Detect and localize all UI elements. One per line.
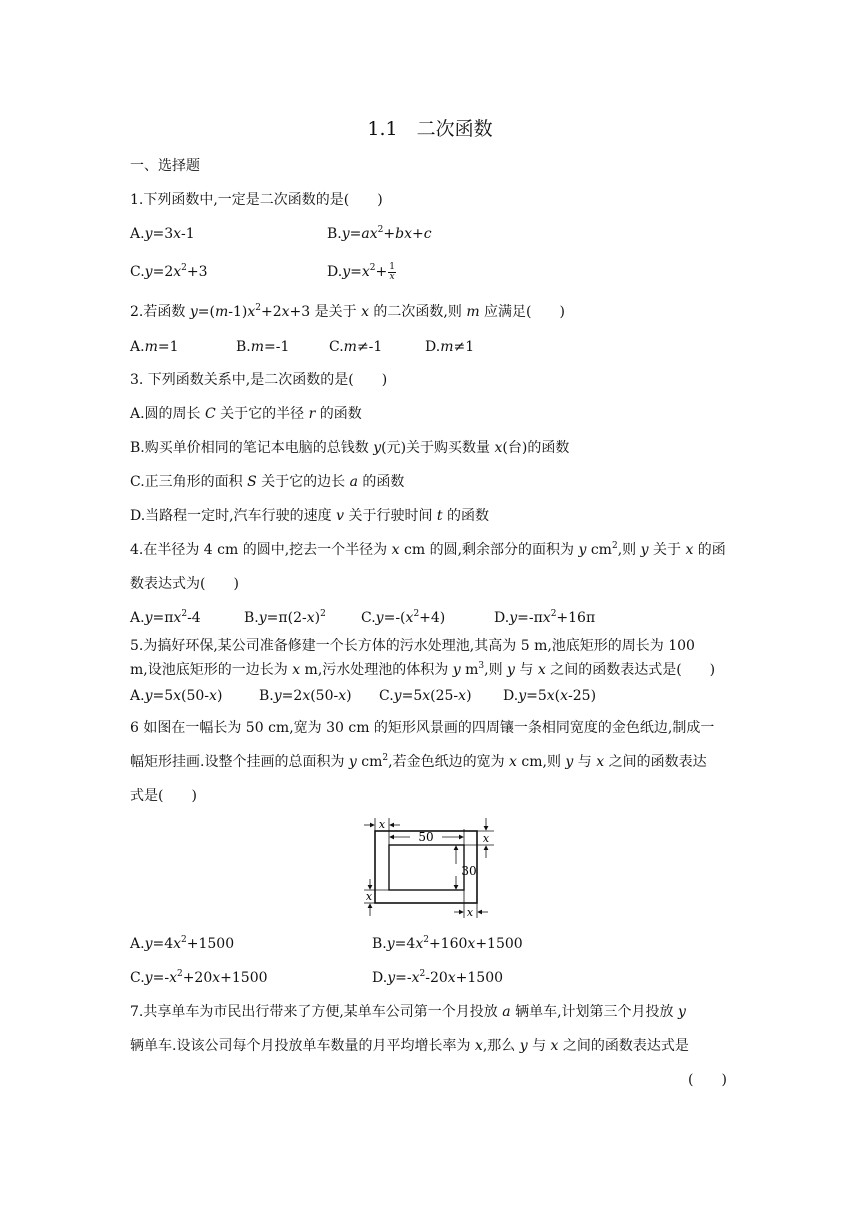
q7-stem-line2: 辆单车.设该公司每个月投放单车数量的月平均增长率为 x,那么 y 与 x 之间的函数表达式是 <box>130 1038 689 1054</box>
q6-option-d: $D.y=-x^2-20x+1500$ <box>372 969 504 986</box>
q5-option-c: C.y=5x(25-x) <box>379 688 472 704</box>
q4-option-b: $B.y=\pi(2-x)^2$ <box>244 609 326 626</box>
q7-stem-line1: 7.共享单车为市民出行带来了方便,某单车公司第一个月投放 a 辆单车,计划第三个月投放 y <box>130 1004 686 1020</box>
q6-option-a: $A.y=4x^2+1500$ <box>130 935 235 952</box>
inner-rectangle <box>389 845 464 890</box>
q3-option-b: B.购买单价相同的笔记本电脑的总钱数 y(元)关于购买数量 x(台)的函数 <box>130 440 570 456</box>
q1-option-b: $B.y=ax^2+bx+c$ <box>327 225 432 242</box>
q6-frame-diagram <box>360 812 500 920</box>
q3-option-d: D.当路程一定时,汽车行驶的速度 v 关于行驶时间 t 的函数 <box>130 508 489 524</box>
q1-option-d: $D.y=x^2+$ $\frac{1}{x}$ <box>327 261 395 282</box>
border-x-label-top: x <box>378 818 386 831</box>
border-x-label-right: x <box>482 832 490 845</box>
q6-option-c: $C.y=-x^2+20x+1500$ <box>130 969 268 986</box>
q3-stem: 3. 下列函数关系中,是二次函数的是( ) <box>130 372 388 388</box>
q4-stem-line1: 4.在半径为 4 cm 的圆中,挖去一个半径为 x cm 的圆,剩余部分的面积为 y $cm^2$,则 y 关于 x 的函 <box>130 541 726 558</box>
q2-option-c: C.m≠-1 <box>329 339 383 355</box>
q4-option-c: $C.y=-(x^2+4)$ <box>361 609 446 626</box>
q6-option-b: $B.y=4x^2+160x+1500$ <box>372 935 523 952</box>
q3-option-a: A.圆的周长 C 关于它的半径 r 的函数 <box>130 406 362 422</box>
q5-stem-line2: m,设池底矩形的一边长为 x m,污水处理池的体积为 y $m^3$,则 y 与 x 之间的函数表达式是( ) <box>130 661 716 678</box>
q1-option-c: $C.y=2x^2+3$ <box>130 263 208 280</box>
length-label-50: 50 <box>418 830 434 844</box>
q6-stem-line3: 式是( ) <box>130 788 197 804</box>
q4-option-d: $D.y=-\pi x^2+16\pi$ <box>494 609 596 626</box>
q5-stem-line1: 5.为搞好环保,某公司准备修建一个长方体的污水处理池,其高为 5 m,池底矩形的周长为 100 <box>130 638 695 654</box>
q2-option-a: A.m=1 <box>130 339 179 355</box>
q3-option-c: C.正三角形的面积 S 关于它的边长 a 的函数 <box>130 474 405 490</box>
q2-stem: 2.若函数 $y=(m-1)x^2+2x+3$ 是关于 x 的二次函数,则 m 应满足( ) <box>130 303 565 320</box>
q7-answer-paren: ( ) <box>688 1072 727 1088</box>
q1-stem: 1.下列函数中,一定是二次函数的是( ) <box>130 192 383 208</box>
q2-option-d: D.m≠1 <box>425 339 475 355</box>
page-title: 1.1 二次函数 <box>367 118 493 140</box>
q4-stem-line2: 数表达式为( ) <box>130 576 239 592</box>
q4-option-a: $A.y=\pi x^2-4$ <box>130 609 201 626</box>
q5-option-a: A.y=5x(50-x) <box>130 688 223 704</box>
border-x-label-left: x <box>365 890 373 903</box>
border-x-label-bottom: x <box>466 906 474 919</box>
q1-option-a: A.y=3x-1 <box>130 226 195 242</box>
q5-option-b: B.y=2x(50-x) <box>259 688 352 704</box>
section-heading: 一、选择题 <box>130 158 200 174</box>
q2-option-b: B.m=-1 <box>236 339 290 355</box>
width-label-30: 30 <box>461 864 477 878</box>
q5-option-d: D.y=5x(x-25) <box>503 688 597 704</box>
q6-stem-line2: 幅矩形挂画.设整个挂画的总面积为 y $cm^2$,若金色纸边的宽为 x cm,则 y 与 x 之间的函数表达 <box>130 753 707 770</box>
q6-stem-line1: 6 如图在一幅长为 50 cm,宽为 30 cm 的矩形风景画的四周镶一条相同宽度的金色纸边,制成一 <box>130 720 715 736</box>
